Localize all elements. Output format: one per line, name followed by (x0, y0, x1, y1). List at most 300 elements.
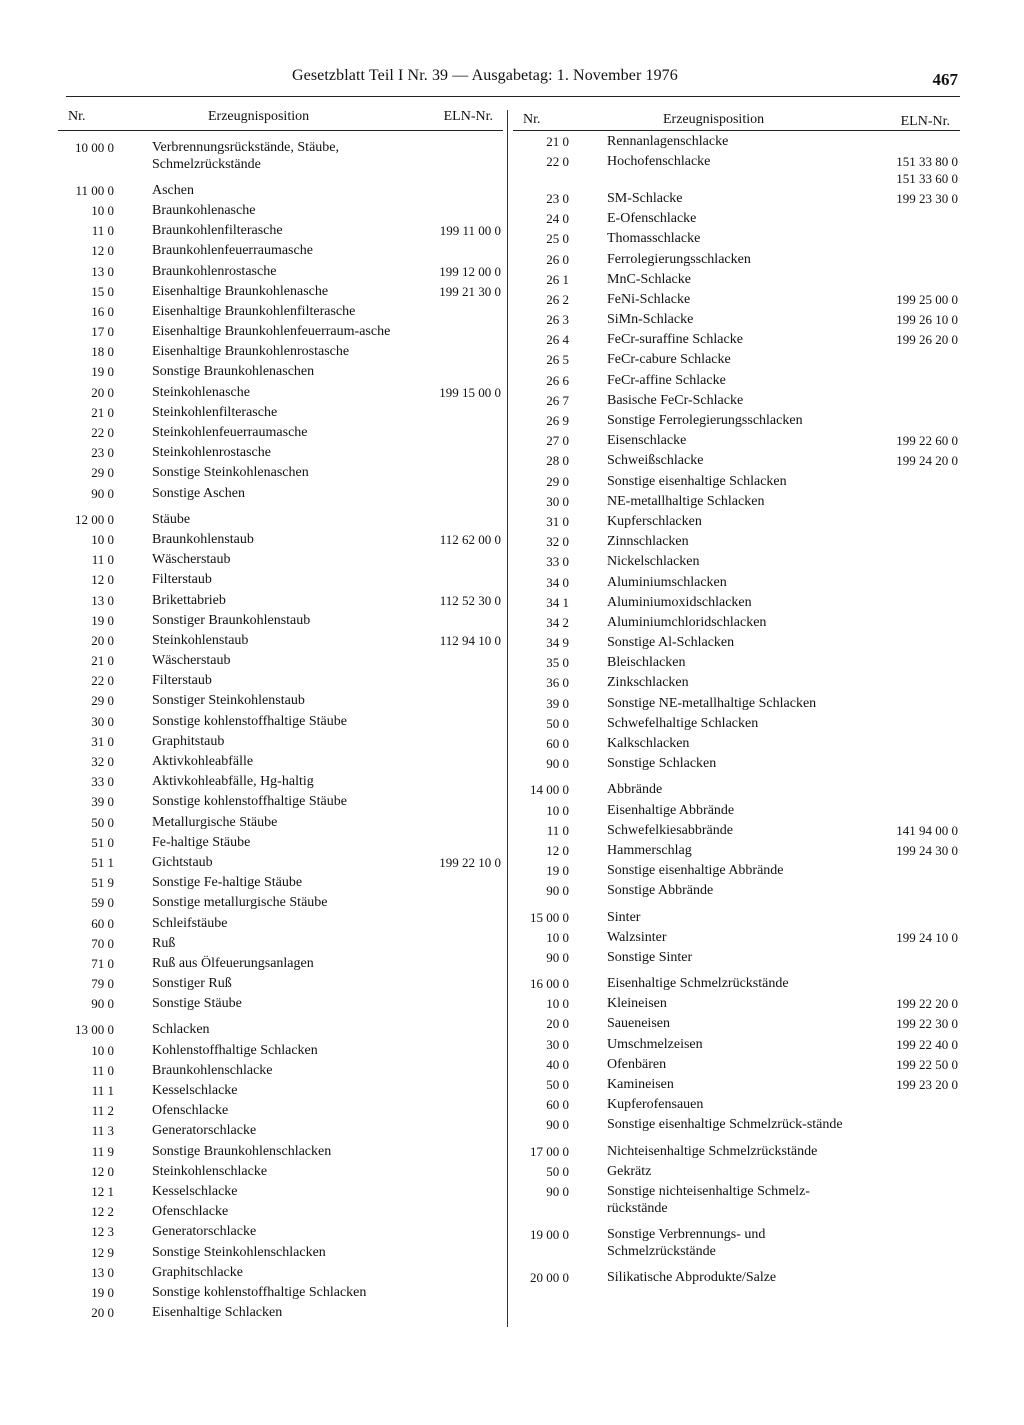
entry-position: Saueneisen (607, 1016, 670, 1032)
entry-position: FeCr-suraffine Schlacke (607, 332, 743, 348)
header-eln: ELN-Nr. (443, 109, 493, 124)
entry-position: Braunkohlenfeuerraumasche (152, 243, 313, 259)
entry-eln (876, 929, 960, 946)
entry-position: SM-Schlacke (607, 190, 683, 206)
list-item (513, 229, 960, 249)
entry-number: 21 0 (91, 653, 114, 669)
list-item (58, 1181, 503, 1201)
eln-number: 112 52 30 0 (439, 592, 501, 608)
entry-position: Sonstige Aschen (152, 485, 245, 501)
entry-position: Kleineisen (607, 996, 667, 1012)
entry-number: 90 0 (546, 883, 569, 899)
right-entries (513, 131, 960, 1288)
entry-number: 11 3 (91, 1123, 114, 1139)
entry-position: E-Ofenschlacke (607, 211, 697, 227)
list-item (513, 840, 960, 860)
entry-number: 51 9 (91, 875, 114, 891)
list-item (513, 269, 960, 289)
entry-eln (876, 153, 960, 187)
entry-number: 26 5 (546, 352, 569, 368)
entry-number: 29 0 (91, 465, 114, 481)
eln-number: 199 22 20 0 (896, 996, 958, 1012)
entry-number: 16 0 (91, 303, 114, 319)
eln-number: 199 22 40 0 (896, 1036, 958, 1052)
entry-position: Braunkohlenstaub (152, 531, 254, 547)
left-column (58, 104, 503, 1323)
entry-position: Kamineisen (607, 1077, 674, 1093)
eln-number: 199 11 00 0 (439, 223, 501, 239)
entry-position: Ofenschlacke (152, 1103, 229, 1119)
list-item (58, 772, 503, 792)
entry-position: Silikatische Abprodukte/Salze (607, 1270, 777, 1286)
eln-number: 141 94 00 0 (896, 822, 958, 838)
entry-number: 34 2 (546, 614, 569, 630)
entry-position: Zinkschlacken (607, 675, 689, 691)
entry-number: 24 0 (546, 211, 569, 227)
entry-position: Sonstige NE-metallhaltige Schlacken (607, 695, 817, 711)
list-item (513, 511, 960, 531)
list-item (58, 651, 503, 671)
entry-position: Kalkschlacken (607, 736, 690, 752)
list-item (513, 410, 960, 430)
entry-position: Sonstiger Steinkohlenstaub (152, 693, 305, 709)
entry-position: Sonstige Braunkohlenschlacken (152, 1143, 332, 1159)
entry-position: Eisenhaltige Braunkohlenfeuerraum-asche (152, 324, 391, 340)
entry-number: 60 0 (546, 736, 569, 752)
list-item (58, 463, 503, 483)
page-number: 467 (932, 70, 958, 89)
entry-number: 12 0 (91, 572, 114, 588)
entry-number: 33 0 (546, 554, 569, 570)
entry-number: 11 9 (91, 1143, 114, 1159)
entry-number: 59 0 (91, 895, 114, 911)
entry-number: 39 0 (546, 695, 569, 711)
entry-number: 10 00 0 (75, 139, 114, 155)
list-item (58, 221, 503, 241)
list-item (58, 1080, 503, 1100)
list-item (58, 322, 503, 342)
entry-position: Brikettabrieb (152, 592, 226, 608)
list-item (58, 180, 503, 200)
entry-number: 20 0 (91, 1305, 114, 1321)
entry-position: Schleifstäube (152, 915, 228, 931)
list-item (513, 209, 960, 229)
eln-number: 199 23 20 0 (896, 1077, 958, 1093)
entry-number: 34 1 (546, 594, 569, 610)
entry-position: Zinnschlacken (607, 534, 689, 550)
list-item (58, 873, 503, 893)
list-item (513, 532, 960, 552)
entry-position: Sonstige kohlenstoffhaltige Stäube (152, 794, 347, 810)
entry-number: 31 0 (91, 733, 114, 749)
list-item (58, 509, 503, 529)
list-item (58, 590, 503, 610)
entry-position: Sonstige Stäube (152, 996, 242, 1012)
entry-position: Kesselschlacke (152, 1083, 238, 1099)
entry-position: Schweißschlacke (607, 453, 704, 469)
entry-position: Eisenhaltige Braunkohlenrostasche (152, 344, 350, 360)
entry-number: 79 0 (91, 976, 114, 992)
entry-number: 21 0 (91, 404, 114, 420)
entry-number: 33 0 (91, 774, 114, 790)
entry-number: 22 0 (91, 673, 114, 689)
list-item (58, 852, 503, 872)
list-item (58, 994, 503, 1014)
entry-number: 11 0 (91, 552, 114, 568)
entry-number: 60 0 (91, 915, 114, 931)
entry-eln (419, 531, 503, 548)
entry-position: Sonstige eisenhaltige Schmelzrück-stände (607, 1117, 843, 1133)
entry-position: Ruß aus Ölfeuerungsanlagen (152, 955, 314, 971)
eln-number: 199 26 10 0 (896, 312, 958, 328)
entry-eln (876, 190, 960, 207)
header-eln: ELN-Nr. (900, 114, 950, 129)
eln-number: 199 26 20 0 (896, 332, 958, 348)
list-item (58, 691, 503, 711)
entry-position: Sonstige Sinter (607, 949, 693, 965)
list-item (58, 1222, 503, 1242)
entry-position: Eisenhaltige Braunkohlenfilterasche (152, 303, 356, 319)
entry-number: 51 0 (91, 834, 114, 850)
list-item (513, 1225, 960, 1262)
entry-eln (876, 995, 960, 1012)
entry-position: Filterstaub (152, 673, 212, 689)
list-item (58, 483, 503, 503)
list-item (58, 200, 503, 220)
entry-number: 26 1 (546, 271, 569, 287)
entry-position: Aktivkohleabfälle (152, 754, 254, 770)
eln-number: 199 22 60 0 (896, 433, 958, 449)
list-item (513, 1161, 960, 1181)
entry-position: Ferrolegierungsschlacken (607, 251, 751, 267)
entry-number: 16 00 0 (530, 976, 569, 992)
entry-position: Eisenhaltige Schmelzrückstände (607, 976, 789, 992)
list-item (513, 820, 960, 840)
entry-number: 19 0 (546, 863, 569, 879)
list-item (58, 342, 503, 362)
list-item (58, 610, 503, 630)
entry-position: Sonstige metallurgische Stäube (152, 895, 328, 911)
list-item (58, 792, 503, 812)
entry-number: 26 4 (546, 332, 569, 348)
entry-number: 10 0 (91, 202, 114, 218)
entry-eln (876, 1036, 960, 1053)
entry-number: 15 0 (91, 283, 114, 299)
entry-position: Wäscherstaub (152, 653, 231, 669)
eln-number: 199 22 30 0 (896, 1016, 958, 1032)
entry-number: 27 0 (546, 433, 569, 449)
entry-number: 71 0 (91, 955, 114, 971)
entry-position: SiMn-Schlacke (607, 312, 694, 328)
header-nr: Nr. (523, 112, 541, 127)
eln-number: 199 24 10 0 (896, 929, 958, 945)
entry-number: 15 00 0 (530, 909, 569, 925)
entry-position: MnC-Schlacke (607, 271, 691, 287)
entry-number: 50 0 (91, 814, 114, 830)
entry-eln (876, 291, 960, 308)
list-item (58, 832, 503, 852)
header-title: Gesetzblatt Teil I Nr. 39 — Ausgabetag: 1. November 1976 (292, 67, 678, 84)
list-item (513, 733, 960, 753)
entry-number: 90 0 (91, 996, 114, 1012)
entry-position: Schwefelkiesabbrände (607, 822, 733, 838)
entry-position: Ofenbären (607, 1056, 667, 1072)
entry-number: 13 0 (91, 263, 114, 279)
list-item (58, 1303, 503, 1323)
list-item (513, 330, 960, 350)
entry-position: Aschen (152, 182, 194, 198)
entry-number: 10 0 (546, 802, 569, 818)
entry-number: 90 0 (91, 485, 114, 501)
entry-position: Sonstige Abbrände (607, 883, 714, 899)
page-header (66, 66, 960, 97)
entry-position: Verbrennungsrückstände, Stäube, Schmelzrückstände (152, 139, 340, 172)
entry-position: Sonstige eisenhaltige Abbrände (607, 863, 784, 879)
entry-eln (876, 822, 960, 839)
list-item (513, 131, 960, 151)
entry-number: 11 00 0 (75, 182, 114, 198)
left-column-header (58, 104, 503, 131)
entry-number: 90 0 (546, 1117, 569, 1133)
entry-number: 11 0 (91, 1062, 114, 1078)
eln-number: 199 15 00 0 (439, 384, 501, 400)
list-item (58, 1040, 503, 1060)
list-item (513, 592, 960, 612)
list-item (513, 653, 960, 673)
entry-position: Schlacken (152, 1022, 210, 1038)
entry-position: Eisenhaltige Abbrände (607, 802, 735, 818)
entry-number: 14 00 0 (530, 782, 569, 798)
entry-number: 29 0 (546, 473, 569, 489)
list-item (58, 241, 503, 261)
list-item (513, 1014, 960, 1034)
entry-number: 31 0 (546, 513, 569, 529)
list-item (513, 370, 960, 390)
entry-eln (876, 432, 960, 449)
entry-number: 10 0 (91, 531, 114, 547)
list-item (513, 188, 960, 208)
entry-eln (876, 331, 960, 348)
entry-number: 12 2 (91, 1204, 114, 1220)
entry-number: 30 0 (546, 493, 569, 509)
list-item (513, 1115, 960, 1135)
entry-position: Abbrände (607, 782, 663, 798)
entry-position: Graphitschlacke (152, 1264, 243, 1280)
entry-number: 20 0 (91, 384, 114, 400)
entry-position: Sonstige kohlenstoffhaltige Stäube (152, 713, 347, 729)
eln-number: 112 94 10 0 (439, 632, 501, 648)
list-item (513, 1074, 960, 1094)
entry-position: FeNi-Schlacke (607, 291, 691, 307)
entry-eln (419, 854, 503, 871)
entry-number: 12 1 (91, 1183, 114, 1199)
list-item (58, 1020, 503, 1040)
entry-number: 50 0 (546, 715, 569, 731)
list-item (58, 711, 503, 731)
list-item (58, 913, 503, 933)
entry-number: 26 7 (546, 392, 569, 408)
entry-number: 13 0 (91, 1264, 114, 1280)
entry-position: Sonstige Schlacken (607, 756, 717, 772)
right-column (513, 104, 960, 1288)
list-item (58, 550, 503, 570)
list-item (513, 572, 960, 592)
entry-eln (876, 842, 960, 859)
list-item (513, 693, 960, 713)
list-item (58, 422, 503, 442)
eln-number: 199 12 00 0 (439, 263, 501, 279)
header-position: Erzeugnisposition (208, 109, 310, 124)
entry-position: Sonstige kohlenstoffhaltige Schlacken (152, 1284, 367, 1300)
entry-position: Kohlenstoffhaltige Schlacken (152, 1042, 318, 1058)
entry-position: Steinkohlenrostasche (152, 445, 271, 461)
list-item (513, 249, 960, 269)
entry-position: Sonstige Fe-haltige Stäube (152, 875, 303, 891)
entry-position: Generatorschlacke (152, 1224, 257, 1240)
entry-position: Metallurgische Stäube (152, 814, 278, 830)
entry-position: Braunkohlenrostasche (152, 263, 277, 279)
list-item (58, 301, 503, 321)
list-item (513, 800, 960, 820)
entry-number: 11 1 (91, 1083, 114, 1099)
entry-number: 26 9 (546, 413, 569, 429)
eln-number: 151 33 80 0 (896, 153, 958, 169)
entry-eln (876, 1015, 960, 1032)
eln-number: 199 22 10 0 (439, 854, 501, 870)
entry-number: 60 0 (546, 1097, 569, 1113)
eln-number: 199 23 30 0 (896, 190, 958, 206)
entry-number: 26 3 (546, 312, 569, 328)
entry-number: 39 0 (91, 794, 114, 810)
entry-number: 29 0 (91, 693, 114, 709)
entry-number: 28 0 (546, 453, 569, 469)
entry-position: Steinkohlenfilterasche (152, 404, 278, 420)
entry-number: 21 0 (546, 133, 569, 149)
entry-number: 23 0 (546, 190, 569, 206)
entry-position: Aluminiumchloridschlacken (607, 614, 767, 630)
list-item (513, 390, 960, 410)
entry-number: 26 0 (546, 251, 569, 267)
entry-eln (876, 311, 960, 328)
entry-position: Walzsinter (607, 929, 667, 945)
entry-position: Aluminiumschlacken (607, 574, 727, 590)
entry-position: Braunkohlenschlacke (152, 1062, 273, 1078)
entry-position: Kupferofensauen (607, 1097, 704, 1113)
entry-number: 11 2 (91, 1103, 114, 1119)
list-item (58, 1121, 503, 1141)
column-divider (507, 110, 508, 1327)
entry-position: Basische FeCr-Schlacke (607, 392, 744, 408)
left-entries (58, 137, 503, 1323)
list-item (58, 1262, 503, 1282)
entry-position: Braunkohlenasche (152, 202, 256, 218)
entry-number: 10 0 (546, 929, 569, 945)
list-item (513, 451, 960, 471)
entry-eln (419, 263, 503, 280)
list-item (58, 1242, 503, 1262)
entry-position: Eisenschlacke (607, 433, 687, 449)
entry-number: 50 0 (546, 1163, 569, 1179)
entry-number: 12 9 (91, 1244, 114, 1260)
entry-number: 90 0 (546, 756, 569, 772)
list-item (58, 1161, 503, 1181)
entry-position: Sonstige Al-Schlacken (607, 635, 735, 651)
list-item (513, 350, 960, 370)
eln-number: 199 25 00 0 (896, 291, 958, 307)
list-item (58, 1282, 503, 1302)
entry-eln (419, 283, 503, 300)
entry-position: Sonstige eisenhaltige Schlacken (607, 473, 787, 489)
list-item (513, 994, 960, 1014)
entry-number: 40 0 (546, 1056, 569, 1072)
entry-number: 36 0 (546, 675, 569, 691)
list-item (58, 402, 503, 422)
list-item (58, 1060, 503, 1080)
entry-position: Hochofenschlacke (607, 153, 711, 169)
entry-position: Sonstige Braunkohlenaschen (152, 364, 315, 380)
entry-number: 50 0 (546, 1077, 569, 1093)
list-item (513, 1181, 960, 1218)
list-item (513, 1034, 960, 1054)
entry-position: Braunkohlenfilterasche (152, 223, 283, 239)
entry-number: 30 0 (546, 1036, 569, 1052)
entry-position: Kesselschlacke (152, 1183, 238, 1199)
list-item (58, 751, 503, 771)
entry-position: NE-metallhaltige Schlacken (607, 493, 765, 509)
list-item (58, 731, 503, 751)
entry-position: Filterstaub (152, 572, 212, 588)
entry-position: FeCr-affine Schlacke (607, 372, 726, 388)
entry-position: Ruß (152, 935, 176, 951)
entry-position: Wäscherstaub (152, 552, 231, 568)
entry-number: 12 0 (546, 842, 569, 858)
entry-number: 32 0 (91, 754, 114, 770)
entry-number: 17 0 (91, 324, 114, 340)
entry-number: 19 0 (91, 1284, 114, 1300)
entry-eln (419, 222, 503, 239)
header-nr: Nr. (68, 109, 86, 124)
list-item (513, 1268, 960, 1288)
list-item (513, 1095, 960, 1115)
list-item (513, 927, 960, 947)
list-item (513, 491, 960, 511)
entry-position: Steinkohlenasche (152, 384, 250, 400)
list-item (58, 443, 503, 463)
list-item (513, 881, 960, 901)
entry-position: Aluminiumoxidschlacken (607, 594, 752, 610)
entry-number: 19 0 (91, 364, 114, 380)
list-item (58, 570, 503, 590)
entry-position: Gekrätz (607, 1163, 652, 1179)
entry-position: Sonstige nichteisenhaltige Schmelz-rückstände (607, 1183, 810, 1216)
list-item (58, 933, 503, 953)
entry-number: 19 0 (91, 612, 114, 628)
entry-position: Bleischlacken (607, 655, 686, 671)
entry-number: 22 0 (91, 425, 114, 441)
entry-number: 12 0 (91, 243, 114, 259)
entry-number: 17 00 0 (530, 1143, 569, 1159)
list-item (58, 953, 503, 973)
entry-number: 10 0 (546, 996, 569, 1012)
list-item (58, 362, 503, 382)
entry-position: Umschmelzeisen (607, 1036, 703, 1052)
entry-number: 12 0 (91, 1163, 114, 1179)
entry-position: Hammerschlag (607, 842, 692, 858)
list-item (58, 261, 503, 281)
entry-position: Sonstige Ferrolegierungsschlacken (607, 413, 803, 429)
entry-number: 32 0 (546, 534, 569, 550)
entry-position: Sonstiger Ruß (152, 976, 232, 992)
